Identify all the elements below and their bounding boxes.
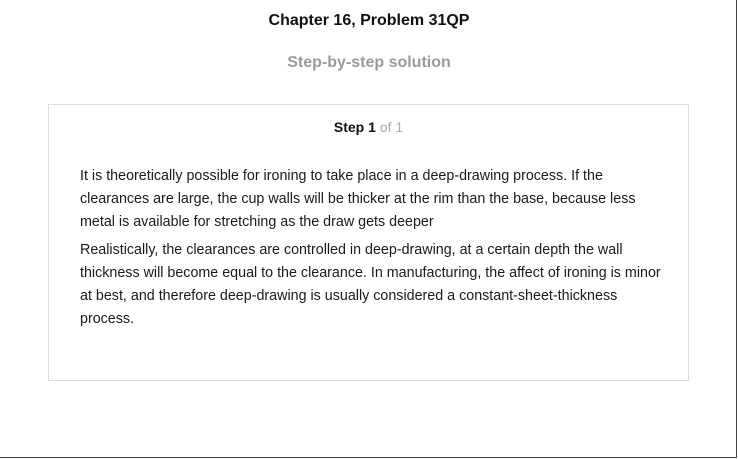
solution-subtitle: Step-by-step solution <box>287 54 451 71</box>
step-paragraph: Realistically, the clearances are controlled in deep-drawing, at a certain depth the wall thickness will become equal to the clearance. In manufacturing, the affect of ironing is minor at best, and therefore deep-drawing is usually considered a constant-sheet-thickness process. <box>80 242 661 327</box>
step-number: 1 <box>368 119 376 135</box>
step-total: of 1 <box>379 119 404 135</box>
page-title: Chapter 16, Problem 31QP <box>268 12 470 29</box>
step-header <box>49 118 688 136</box>
step-body <box>80 165 665 336</box>
step-card <box>48 104 689 381</box>
step-label: Step <box>333 119 365 135</box>
step-paragraph: It is theoretically possible for ironing to take place in a deep-drawing process. If the clearances are large, the cup walls will be thicker at the rim than the base, because less metal is available for stretching as the draw gets deeper <box>80 168 636 230</box>
